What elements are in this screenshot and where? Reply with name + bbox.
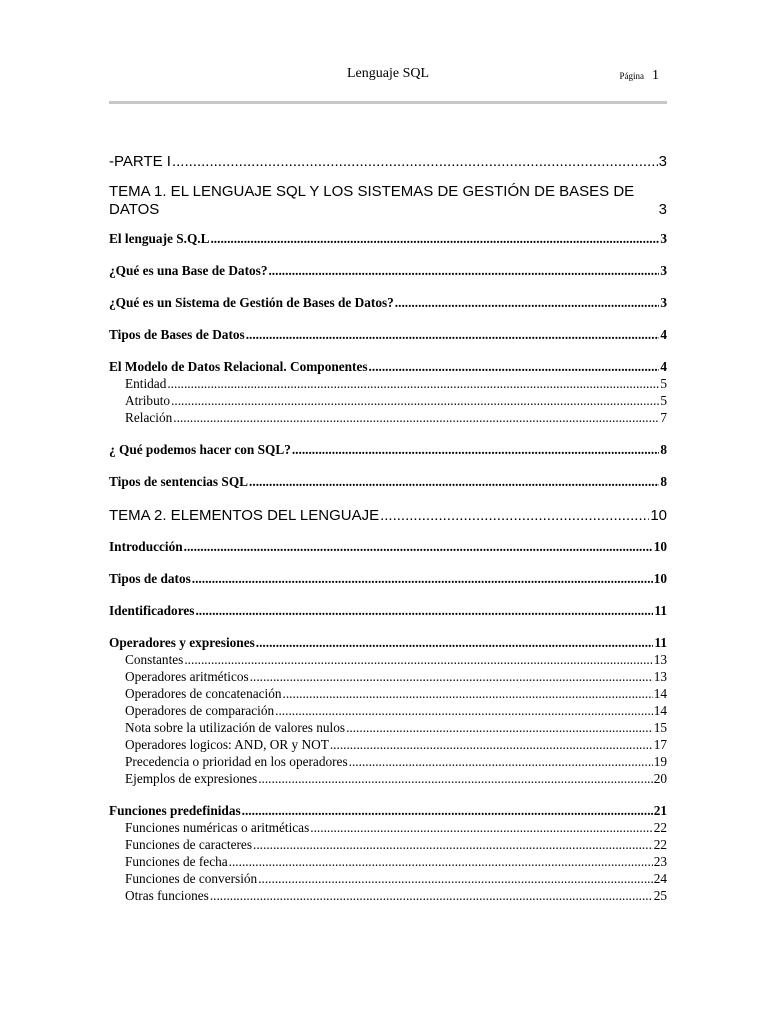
toc-subentry[interactable]: Atributo ..... 5 bbox=[109, 392, 667, 409]
toc-subentry[interactable]: Operadores logicos: AND, OR y NOT ..... 17 bbox=[109, 736, 667, 753]
toc-entry-tema-1[interactable]: TEMA 1. EL LENGUAJE SQL Y LOS SISTEMAS DE GESTIÓN DE BASES DE DATOS 3 bbox=[109, 183, 667, 218]
toc-entry[interactable]: Tipos de datos ..... 10 bbox=[109, 571, 667, 587]
toc-entry-parte-i[interactable]: -PARTE I ..... 3 bbox=[109, 153, 667, 171]
toc-subentry[interactable]: Funciones de caracteres ..... 22 bbox=[109, 836, 667, 853]
toc-subentry[interactable]: Relación ..... 7 bbox=[109, 409, 667, 426]
toc-entry[interactable]: Tipos de Bases de Datos ..... 4 bbox=[109, 327, 667, 343]
toc-entry[interactable]: ¿ Qué podemos hacer con SQL? ..... 8 bbox=[109, 442, 667, 458]
toc-entry[interactable]: Operadores y expresiones ..... 11 bbox=[109, 635, 667, 651]
page-number: 1 bbox=[652, 68, 659, 83]
toc-subentry[interactable]: Funciones de fecha ..... 23 bbox=[109, 853, 667, 870]
toc-entry-tema-2[interactable]: TEMA 2. ELEMENTOS DEL LENGUAJE ..... 10 bbox=[109, 507, 667, 525]
toc-subentry[interactable]: Operadores aritméticos ..... 13 bbox=[109, 668, 667, 685]
toc-subentry[interactable]: Otras funciones ..... 25 bbox=[109, 887, 667, 904]
toc-subentry[interactable]: Constantes ..... 13 bbox=[109, 651, 667, 668]
page-header bbox=[109, 66, 667, 88]
toc-entry[interactable]: ¿Qué es una Base de Datos? ..... 3 bbox=[109, 263, 667, 279]
toc-subentry[interactable]: Funciones numéricas o aritméticas ..... 22 bbox=[109, 819, 667, 836]
document-title: Lenguaje SQL bbox=[346, 66, 430, 81]
page-label: Página bbox=[619, 71, 644, 81]
toc-subentry[interactable]: Operadores de concatenación ..... 14 bbox=[109, 685, 667, 702]
toc-subentry[interactable]: Entidad ..... 5 bbox=[109, 375, 667, 392]
toc-entry[interactable]: El lenguaje S.Q.L ..... 3 bbox=[109, 231, 667, 247]
toc-entry[interactable]: Identificadores ..... 11 bbox=[109, 603, 667, 619]
toc-subentry[interactable]: Operadores de comparación ..... 14 bbox=[109, 702, 667, 719]
toc-entry[interactable]: Introducción ..... 10 bbox=[109, 539, 667, 555]
table-of-contents bbox=[109, 153, 667, 904]
toc-subentry[interactable]: Precedencia o prioridad en los operadores ..... 19 bbox=[109, 753, 667, 770]
toc-entry[interactable]: Funciones predefinidas ..... 21 bbox=[109, 803, 667, 819]
toc-entry[interactable]: El Modelo de Datos Relacional. Componentes ..... 4 bbox=[109, 359, 667, 375]
toc-subentry[interactable]: Ejemplos de expresiones ..... 20 bbox=[109, 770, 667, 787]
toc-subentry[interactable]: Nota sobre la utilización de valores nulos ..... 15 bbox=[109, 719, 667, 736]
toc-entry[interactable]: Tipos de sentencias SQL ..... 8 bbox=[109, 474, 667, 490]
toc-entry[interactable]: ¿Qué es un Sistema de Gestión de Bases de Datos? ..... 3 bbox=[109, 295, 667, 311]
header-divider bbox=[109, 101, 667, 104]
page-indicator bbox=[620, 66, 660, 84]
toc-subentry[interactable]: Funciones de conversión ..... 24 bbox=[109, 870, 667, 887]
